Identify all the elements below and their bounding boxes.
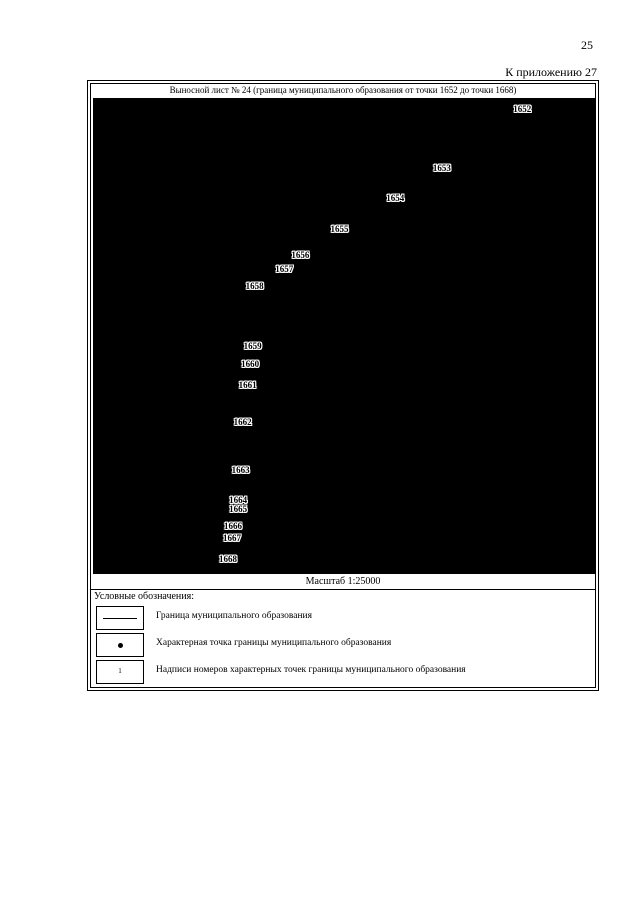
point-label-1653: 1653 bbox=[432, 162, 451, 173]
scale-label: Масштаб 1:25000 bbox=[91, 575, 595, 590]
point-label-1659: 1659 bbox=[243, 340, 262, 351]
page-number: 25 bbox=[581, 38, 593, 52]
point-label-1665: 1665 bbox=[229, 503, 248, 514]
point-label-1667: 1667 bbox=[223, 532, 242, 543]
legend-row-boundary bbox=[96, 606, 586, 630]
legend-title: Условные обозначения: bbox=[94, 591, 195, 602]
label-sample-icon: 1 bbox=[118, 667, 122, 675]
point-label-1652: 1652 bbox=[513, 103, 532, 114]
point-label-1656: 1656 bbox=[291, 250, 310, 261]
sheet-frame bbox=[87, 80, 599, 691]
point-label-1666: 1666 bbox=[224, 520, 243, 531]
point-label-1654: 1654 bbox=[386, 193, 405, 204]
legend-text: Характерная точка границы муниципального образования bbox=[156, 638, 392, 648]
legend-box bbox=[96, 606, 144, 630]
point-label-1663: 1663 bbox=[231, 465, 250, 476]
appendix-label: К приложению 27 bbox=[505, 65, 597, 79]
boundary-line-icon bbox=[103, 618, 137, 619]
point-label-1662: 1662 bbox=[233, 417, 252, 428]
legend-text: Граница муниципального образования bbox=[156, 611, 312, 621]
sheet-inner-frame bbox=[90, 83, 596, 688]
legend-box bbox=[96, 660, 144, 684]
point-dot-icon bbox=[118, 643, 123, 648]
point-label-1664: 1664 bbox=[229, 495, 248, 506]
legend-text: Надписи номеров характерных точек границы муниципального образования bbox=[156, 665, 466, 675]
point-label-1668: 1668 bbox=[219, 554, 238, 565]
point-label-1660: 1660 bbox=[241, 359, 260, 370]
legend-row-point bbox=[96, 633, 586, 657]
map-area bbox=[93, 98, 595, 574]
point-label-1661: 1661 bbox=[238, 380, 257, 391]
point-label-1655: 1655 bbox=[330, 223, 349, 234]
point-label-1657: 1657 bbox=[275, 264, 294, 275]
legend-row-labels bbox=[96, 660, 586, 684]
map-title: Выносной лист № 24 (граница муниципального образования от точки 1652 до точки 1668) bbox=[169, 85, 517, 95]
legend-box bbox=[96, 633, 144, 657]
point-label-1658: 1658 bbox=[245, 281, 264, 292]
